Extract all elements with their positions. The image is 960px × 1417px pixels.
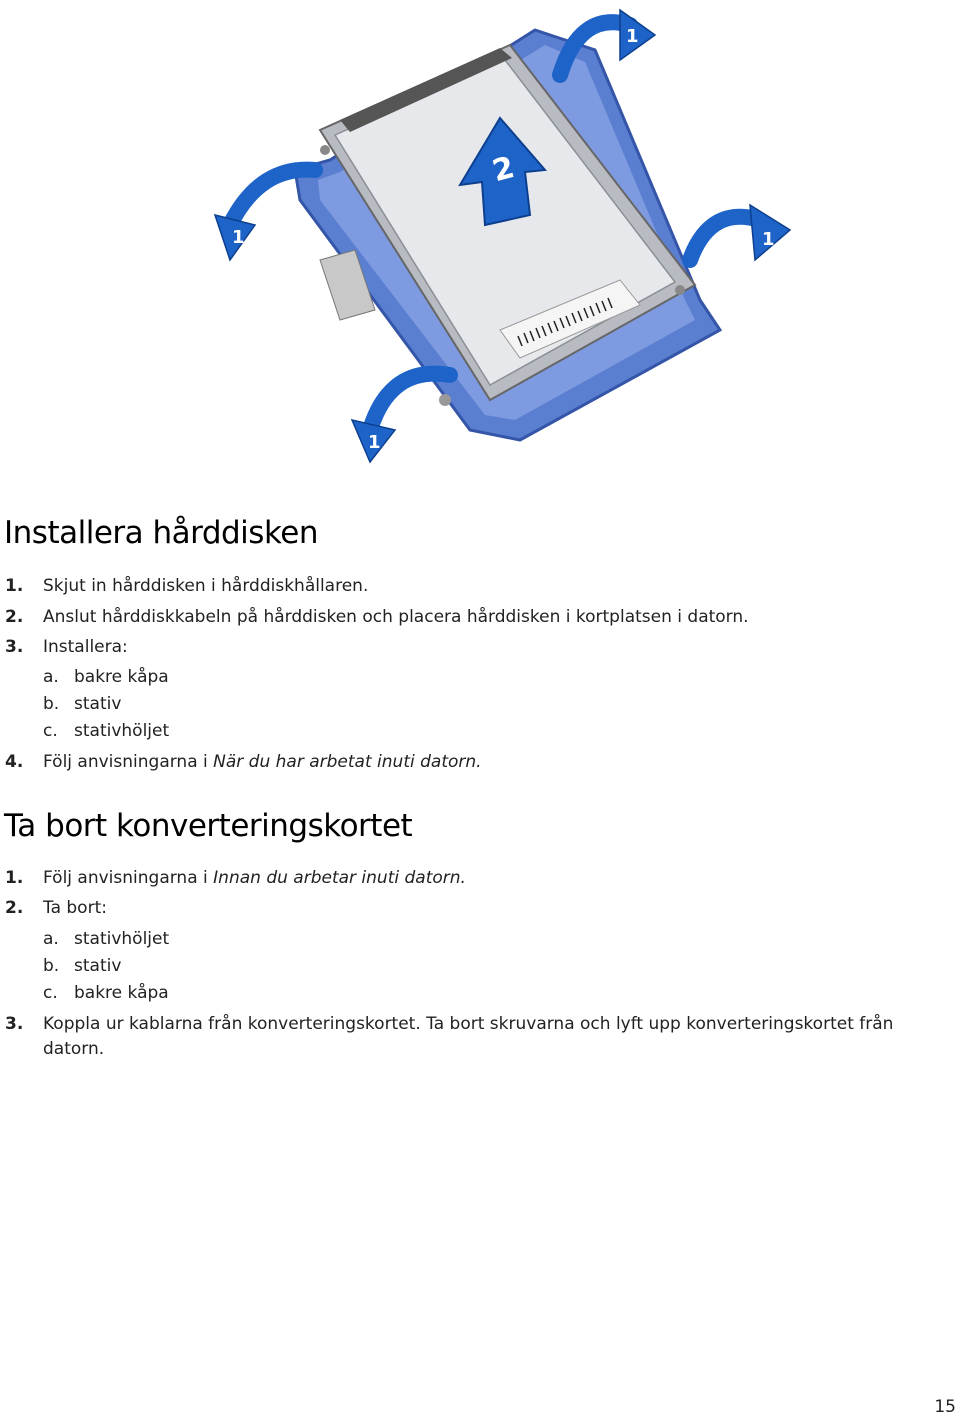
sub-list-item: c. bakre kåpa	[43, 983, 169, 1003]
list-item: 3. Koppla ur kablarna från konverteringskortet. Ta bort skruvarna och lyft upp konverteringskortet från datorn.	[5, 1014, 894, 1059]
list-item: 1. Skjut in hårddisken i hårddiskhållaren.	[5, 576, 369, 596]
hard-drive-figure-svg	[200, 0, 820, 480]
sub-list-item: a. bakre kåpa	[43, 667, 169, 687]
section-title-remove: Ta bort konverteringskortet	[4, 808, 413, 844]
sub-list-item: b. stativ	[43, 694, 122, 714]
svg-text:2: 2	[488, 149, 519, 190]
list-item: 1. Följ anvisningarna i Innan du arbetar inuti datorn.	[5, 868, 466, 888]
sub-list-item: b. stativ	[43, 956, 122, 976]
sub-list-item: a. stativhöljet	[43, 929, 170, 949]
arrow-label: 1	[368, 432, 381, 453]
arrow-label: 1	[762, 229, 775, 250]
list-item: 4. Följ anvisningarna i När du har arbetat inuti datorn.	[5, 752, 482, 772]
sub-list-item: c. stativhöljet	[43, 721, 170, 741]
list-item: 2. Ta bort:	[5, 898, 107, 918]
section-title-install: Installera hårddisken	[4, 515, 319, 551]
page-number: 15	[934, 1397, 956, 1417]
list-item: 3. Installera:	[5, 637, 128, 657]
cross-reference-link[interactable]: Innan du arbetar inuti datorn.	[213, 868, 466, 888]
hard-drive-bracket-illustration	[200, 0, 820, 480]
list-item: 2. Anslut hårddiskkabeln på hårddisken och placera hårddisken i kortplatsen i datorn.	[5, 607, 749, 627]
cross-reference-link[interactable]: När du har arbetat inuti datorn.	[213, 752, 482, 772]
arrow-label: 1	[232, 227, 245, 248]
arrow-label: 1	[626, 26, 639, 47]
